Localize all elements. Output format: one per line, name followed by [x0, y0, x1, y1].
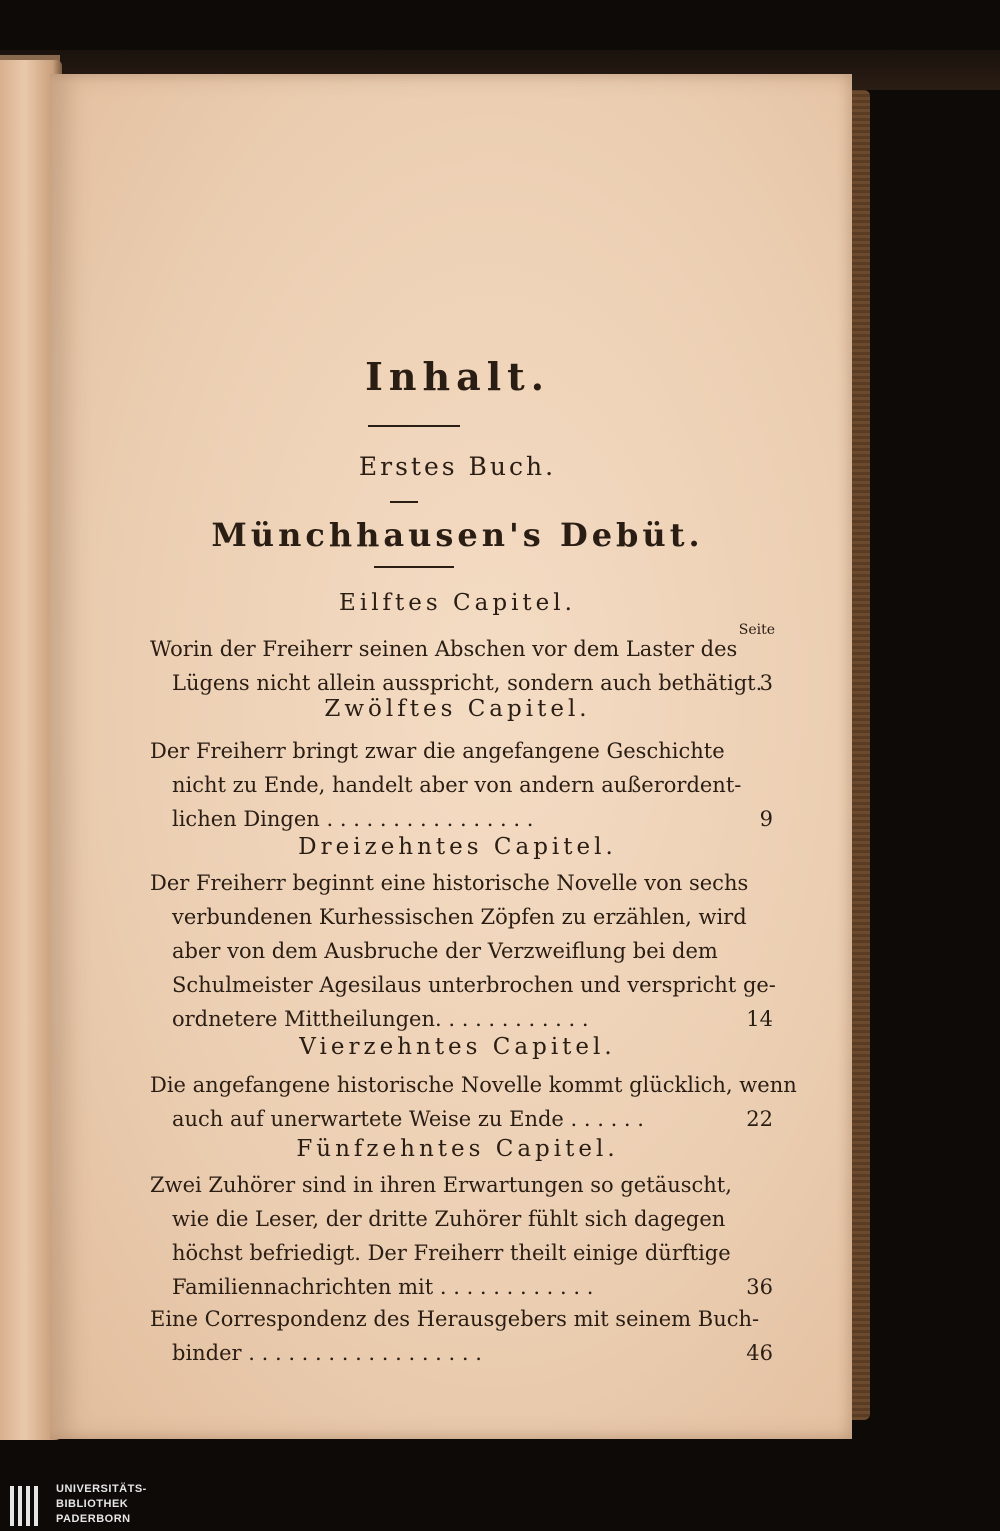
- entry-line: wie die Leser, der dritte Zuhörer fühlt sich dagegen: [172, 1207, 726, 1231]
- library-footer: [0, 1480, 1000, 1531]
- entry-line: Die angefangene historische Novelle kommt glücklich, wenn: [150, 1073, 797, 1097]
- page-number: 14: [746, 1007, 773, 1031]
- page-number: 36: [746, 1275, 773, 1299]
- logo-line: PADERBORN: [56, 1513, 131, 1525]
- entry-line: aber von dem Ausbruche der Verzweiflung bei dem: [172, 939, 718, 963]
- page-number: 9: [759, 807, 773, 831]
- entry-line: Lügens nicht allein ausspricht, sondern auch bethätigt.: [172, 671, 763, 695]
- book-heading: Erstes Buch.: [358, 452, 557, 481]
- logo-line: UNIVERSITÄTS-: [56, 1483, 147, 1495]
- chapter-heading: Zwölftes Capitel.: [324, 696, 591, 722]
- entry-line: auch auf unerwartete Weise zu Ende . . . . . .: [172, 1107, 644, 1131]
- page-title: Inhalt.: [365, 354, 550, 399]
- toc-entry: [150, 734, 773, 836]
- chapter-heading: Vierzehntes Capitel.: [299, 1034, 616, 1060]
- book-page: [50, 74, 852, 1439]
- book-rule: [390, 501, 418, 503]
- toc-entry: [150, 1302, 773, 1370]
- entry-line: Eine Correspondenz des Herausgebers mit seinem Buch-: [150, 1307, 760, 1331]
- entry-line: Familiennachrichten mit . . . . . . . . . . . .: [172, 1275, 594, 1299]
- title-rule: [368, 425, 460, 427]
- logo-line: BIBLIOTHEK: [56, 1498, 129, 1510]
- book-subtitle: Münchhausen's Debüt.: [211, 516, 704, 554]
- library-logo-text: [56, 1482, 147, 1527]
- toc-entry: [150, 1068, 797, 1136]
- page-number: 22: [746, 1107, 773, 1131]
- entry-line: Zwei Zuhörer sind in ihren Erwartungen so getäuscht,: [150, 1173, 732, 1197]
- entry-line: Der Freiherr beginnt eine historische Novelle von sechs: [150, 871, 749, 895]
- entry-line: Worin der Freiherr seinen Abschen vor dem Laster des: [150, 637, 738, 661]
- entry-line: binder . . . . . . . . . . . . . . . . . .: [172, 1341, 482, 1365]
- entry-line: ordnetere Mittheilungen. . . . . . . . . . . .: [172, 1007, 589, 1031]
- toc-entry: [150, 632, 773, 700]
- toc-entry: [150, 866, 776, 1036]
- chapter-heading: Dreizehntes Capitel.: [298, 834, 617, 860]
- entry-line: verbundenen Kurhessischen Zöpfen zu erzählen, wird: [172, 905, 747, 929]
- page-number: 3: [759, 671, 773, 695]
- toc-entry: [150, 1168, 773, 1304]
- entry-line: Der Freiherr bringt zwar die angefangene Geschichte: [150, 739, 725, 763]
- entry-line: Schulmeister Agesilaus unterbrochen und verspricht ge-: [172, 973, 776, 997]
- chapter-heading: Eilftes Capitel.: [339, 590, 576, 616]
- page-number: 46: [746, 1341, 773, 1365]
- chapter-heading: Fünfzehntes Capitel.: [296, 1136, 619, 1162]
- seite-label: Seite: [738, 622, 775, 638]
- entry-line: lichen Dingen . . . . . . . . . . . . . . . .: [172, 807, 534, 831]
- entry-line: nicht zu Ende, handelt aber von andern außerordent-: [172, 773, 742, 797]
- subtitle-rule: [374, 566, 454, 568]
- entry-line: höchst befriedigt. Der Freiherr theilt einige dürftige: [172, 1241, 731, 1265]
- library-logo-icon: [10, 1486, 46, 1526]
